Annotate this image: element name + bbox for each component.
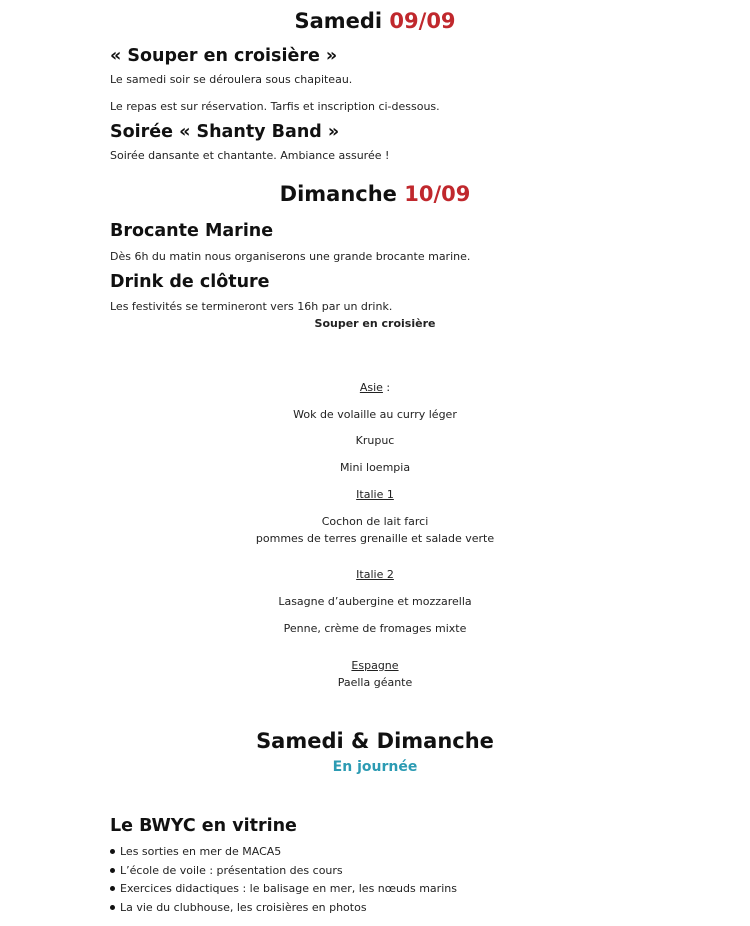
menu-item: pommes de terres grenaille et salade verte (255, 532, 495, 545)
menu-item: Paella géante (337, 676, 413, 689)
menu-item: Krupuc (355, 434, 395, 447)
menu-item: Mini loempia (339, 461, 411, 474)
brocante-line-1: Dès 6h du matin nous organiserons une grande brocante marine. (110, 250, 471, 263)
menu-italie2-label: Italie 2 (356, 568, 394, 581)
list-item: Exercices didactiques : le balisage en mer, les nœuds marins (110, 882, 457, 901)
souper-line-1: Le samedi soir se déroulera sous chapiteau. (110, 73, 353, 86)
menu-italie1-label: Italie 1 (356, 488, 394, 501)
menu-item: Wok de volaille au curry léger (293, 408, 457, 421)
souper-line-2: Le repas est sur réservation. Tarfis et inscription ci-dessous. (110, 100, 440, 113)
sunday-day: Dimanche (279, 182, 397, 206)
vitrine-title: Le BWYC en vitrine (110, 816, 297, 836)
weekend-heading: Samedi & Dimanche (256, 729, 494, 753)
menu-item: Cochon de lait farci (321, 515, 429, 528)
saturday-day: Samedi (294, 9, 383, 33)
list-item: L’école de voile : présentation des cours (110, 864, 457, 883)
souper-title: « Souper en croisière » (110, 46, 338, 66)
brocante-title: Brocante Marine (110, 221, 274, 241)
menu-item: Lasagne d’aubergine et mozzarella (278, 595, 472, 608)
menu-item: Penne, crème de fromages mixte (283, 622, 467, 635)
saturday-heading (0, 9, 750, 33)
drink-title: Drink de clôture (110, 272, 270, 292)
saturday-date: 09/09 (389, 9, 456, 33)
list-item: Les sorties en mer de MACA5 (110, 845, 457, 864)
shanty-title: Soirée « Shanty Band » (110, 122, 340, 142)
menu-espagne-label: Espagne (351, 659, 399, 672)
menu-asie-label: Asie (359, 381, 383, 394)
weekend-subtitle: En journée (332, 759, 418, 775)
menu-title: Souper en croisière (314, 317, 436, 330)
list-item: La vie du clubhouse, les croisières en photos (110, 901, 457, 920)
drink-line-1: Les festivités se termineront vers 16h par un drink. (110, 300, 393, 313)
menu-asie-heading (0, 381, 750, 394)
menu-asie-suffix: : (382, 381, 391, 394)
sunday-heading (0, 182, 750, 206)
sunday-date: 10/09 (404, 182, 471, 206)
vitrine-list (110, 845, 457, 919)
shanty-line-1: Soirée dansante et chantante. Ambiance assurée ! (110, 149, 390, 162)
